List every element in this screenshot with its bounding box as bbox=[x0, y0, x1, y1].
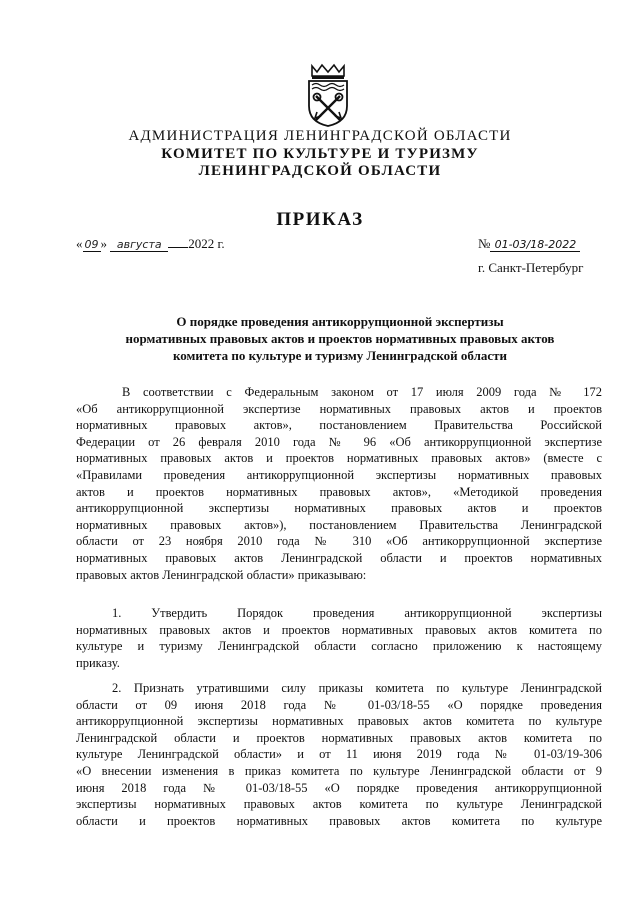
text-line: культуре Ленинградской области» и от 11 июня 2019 года № 01-03/19-306 bbox=[76, 747, 602, 762]
date-month-handwritten: августа bbox=[110, 238, 168, 252]
header-committee: КОМИТЕТ ПО КУЛЬТУРЕ И ТУРИЗМУ bbox=[161, 146, 479, 162]
text-line: «О внесении изменения в приказ комитета по культуре Ленинградской области от 9 bbox=[76, 763, 602, 778]
text-line: правовых актов Ленинградской области» приказываю: bbox=[76, 567, 367, 582]
order-date bbox=[76, 236, 225, 252]
text-line: июня 2018 года № 01-03/18-55 «О порядке проведения антикоррупционной bbox=[76, 780, 602, 795]
text-line: 2. Признать утратившими силу приказы комитета по культуре Ленинградской bbox=[112, 681, 602, 695]
subject-line: нормативных правовых актов и проектов нормативных правовых актов bbox=[125, 331, 555, 346]
order-number bbox=[478, 236, 580, 252]
text-line: области и проектов нормативных правовых актов комитета по культуре bbox=[76, 813, 602, 828]
text-line: экспертизы нормативных правовых актов комитета по культуре Ленинградской bbox=[76, 797, 602, 812]
order-title: ПРИКАЗ bbox=[276, 209, 364, 230]
item-2-paragraph bbox=[76, 680, 602, 829]
preamble-paragraph bbox=[76, 384, 602, 583]
date-year: 2022 г. bbox=[188, 236, 225, 251]
text-line: нормативных правовых актов и проектов нормативных правовых актов комитета по bbox=[76, 622, 602, 637]
text-line: области от 09 июня 2018 года № 01-03/18-55 «О порядке проведения bbox=[76, 697, 602, 712]
text-line: нормативных правовых актов»), постановлением Правительства Ленинградской bbox=[76, 517, 602, 532]
coat-of-arms-emblem-icon bbox=[303, 62, 353, 128]
text-line: 1. Утвердить Порядок проведения антикоррупционной экспертизы bbox=[112, 606, 602, 620]
text-line: Ленинградской области и проектов нормативных правовых актов комитета по bbox=[76, 730, 602, 745]
text-line: актов и проектов нормативных правовых актов», «Методикой проведения bbox=[76, 484, 602, 499]
text-line: «Об антикоррупционной экспертизе нормативных правовых актов и проектов bbox=[76, 401, 602, 416]
text-line: антикоррупционной экспертизы нормативных правовых актов и проектов bbox=[76, 501, 602, 516]
subject-line: комитета по культуре и туризму Ленинградской области bbox=[172, 348, 508, 363]
order-city: г. Санкт-Петербург bbox=[478, 260, 584, 275]
header-administration: АДМИНИСТРАЦИЯ ЛЕНИНГРАДСКОЙ ОБЛАСТИ bbox=[128, 128, 512, 144]
text-line: антикоррупционной экспертизы нормативных правовых актов комитета по культуре bbox=[76, 714, 602, 729]
number-prefix: № bbox=[478, 236, 491, 251]
text-line: культуре и туризму Ленинградской области согласно приложению к настоящему bbox=[76, 639, 602, 654]
date-open-quote: « bbox=[76, 236, 83, 251]
item-1-paragraph bbox=[76, 605, 602, 671]
text-line: В соответствии с Федеральным законом от 17 июля 2009 года № 172 bbox=[122, 385, 602, 399]
text-line: приказу. bbox=[76, 655, 120, 670]
text-line: нормативных правовых актов Ленинградской области и проектов нормативных bbox=[76, 550, 602, 565]
date-blank-line bbox=[168, 247, 188, 248]
subject-line: О порядке проведения антикоррупционной экспертизы bbox=[176, 314, 504, 329]
order-subject bbox=[80, 313, 600, 364]
header-region: ЛЕНИНГРАДСКОЙ ОБЛАСТИ bbox=[198, 163, 442, 179]
text-line: Федерации от 26 февраля 2010 года № 96 «Об антикоррупционной экспертизе bbox=[76, 434, 602, 449]
text-line: «Правилами проведения антикоррупционной экспертизы нормативных правовых bbox=[76, 467, 602, 482]
date-close-quote: » bbox=[100, 236, 107, 251]
number-handwritten: 01-03/18-2022 bbox=[490, 238, 580, 252]
date-day-handwritten: 09 bbox=[84, 238, 99, 251]
text-line: нормативных правовых актов», постановлением Правительства Российской bbox=[76, 418, 602, 433]
text-line: области от 23 ноября 2010 года № 310 «Об антикоррупционной экспертизе bbox=[76, 534, 602, 549]
text-line: нормативных правовых актов и проектов нормативных правовых актов» (вместе с bbox=[76, 451, 602, 466]
